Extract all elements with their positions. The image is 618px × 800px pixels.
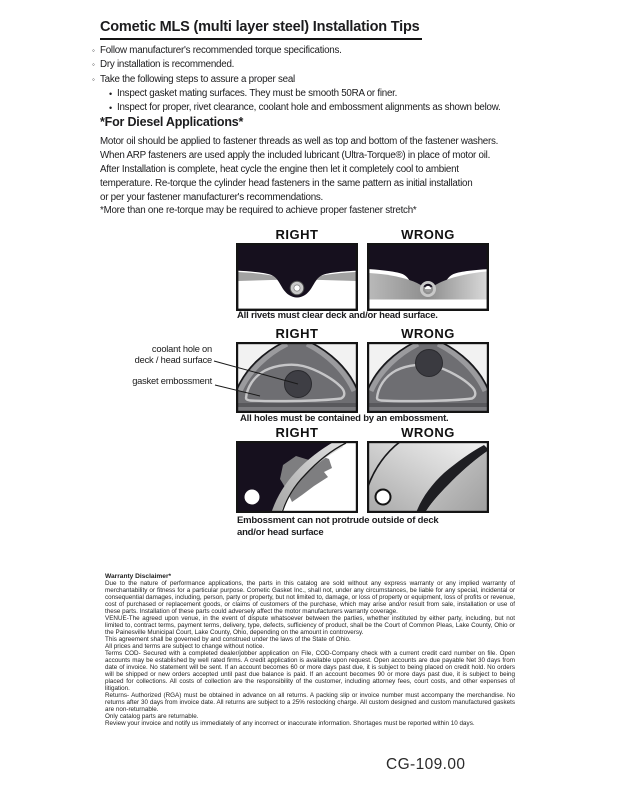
bullet-marker: • bbox=[109, 88, 112, 99]
tips-list bbox=[92, 44, 501, 115]
bullet-marker: • bbox=[109, 103, 112, 114]
wrong-label: WRONG bbox=[401, 326, 455, 341]
paragraph-line: *More than one re-torque may be required to achieve proper fastener stretch* bbox=[100, 205, 417, 216]
diagram-rivets-right-panel bbox=[236, 228, 358, 311]
diagram-holes-right-panel bbox=[236, 327, 358, 413]
prices-paragraph: All prices and terms are subject to change without notice. bbox=[105, 643, 265, 650]
page-code: CG-109.00 bbox=[386, 756, 466, 773]
diagram-embossment bbox=[236, 426, 489, 513]
annotation-line: deck / head surface bbox=[134, 354, 212, 365]
rivet-clearance-right-illustration bbox=[236, 243, 358, 311]
tip-text: Follow manufacturer's recommended torque specifications. bbox=[100, 45, 342, 56]
wrong-label: WRONG bbox=[401, 425, 455, 440]
paragraph-line: After Installation is complete, heat cycle the engine then let it completely cool to ambient bbox=[100, 164, 459, 175]
tip-text: Dry installation is recommended. bbox=[100, 59, 235, 71]
catalog-parts-paragraph: Only catalog parts are returnable. bbox=[105, 713, 199, 720]
diagram-embossment-right-panel bbox=[236, 426, 358, 513]
warranty-disclaimer-heading: Warranty Disclaimer* bbox=[105, 573, 172, 580]
paragraph-line: or per your fastener manufacturer's recommendations. bbox=[100, 191, 324, 203]
list-item bbox=[92, 58, 501, 72]
diagram-rivets bbox=[236, 228, 489, 311]
rivet-clearance-wrong-illustration bbox=[367, 243, 489, 311]
bullet-marker: ◦ bbox=[92, 60, 95, 70]
venue-paragraph: VENUE-The agreed upon venue, in the event of dispute whatsoever between the parties, whether instituted by either party, including, but not limited to, contract terms, payment terms, delivery, type, defects, sufficiency of product, shall be the Court of Common Pleas, Lake County, Ohio or the Painesville Municipal Court, Lake County, Ohio, depending on the amount in controversy. bbox=[105, 615, 515, 636]
caption-holes: All holes must be contained by an embossment. bbox=[240, 413, 449, 424]
diagram-rivets-wrong-panel bbox=[367, 228, 489, 311]
legal-fine-print bbox=[105, 573, 515, 727]
paragraph-line: temperature. Re-torque the cylinder head fasteners in the same pattern as initial installation bbox=[100, 177, 473, 189]
diagram-holes-wrong-panel bbox=[367, 327, 489, 413]
caption-line: and/or head surface bbox=[237, 526, 324, 538]
paragraph-motor-oil bbox=[100, 135, 498, 163]
coolant-hole-wrong-illustration bbox=[367, 342, 489, 413]
bullet-marker: ◦ bbox=[92, 46, 95, 55]
terms-cod-paragraph: Terms COD- Secured with a completed dealer/jobber application on File, COD-Company check with a current credit card number on file. Open accounts may be established by well rated firms. A credit application is available upon request. Open accounts are due payable Net 30 days from date of invoice. No statement will be sent. If an account becomes 60 or more days past due, it is subject to being placed on credit hold. No orders will be shipped or new orders accepted until past due balance is paid. If an account becomes 90 or more days past due, it is subject to being placed for collections. All costs of collection are the responsibility of the customer, including attorney fees, court costs, and other expenses of litigation. bbox=[105, 650, 515, 692]
review-invoice-paragraph: Review your invoice and notify us immediately of any incorrect or inaccurate information. Shortages must be reported within 10 days. bbox=[105, 720, 475, 727]
list-item bbox=[109, 101, 501, 115]
annotation-coolant-hole bbox=[108, 344, 212, 365]
right-label: RIGHT bbox=[275, 425, 319, 440]
tip-text: Inspect gasket mating surfaces. They must be smooth 50RA or finer. bbox=[117, 87, 398, 99]
governed-paragraph: This agreement shall be governed by and construed under the laws of the State of Ohio. bbox=[105, 636, 351, 643]
right-label: RIGHT bbox=[275, 326, 319, 341]
section-heading-diesel: *For Diesel Applications* bbox=[100, 115, 244, 129]
coolant-hole-right-illustration bbox=[236, 342, 358, 413]
page-title: Cometic MLS (multi layer steel) Installation Tips bbox=[100, 19, 422, 40]
tip-text: Inspect for proper, rivet clearance, coolant hole and embossment alignments as shown below. bbox=[117, 102, 501, 114]
list-item bbox=[92, 44, 501, 58]
caption-embossment bbox=[237, 515, 438, 538]
bullet-marker: ◦ bbox=[92, 74, 95, 84]
diagram-embossment-wrong-panel bbox=[367, 426, 489, 513]
warranty-paragraph: Due to the nature of performance applications, the parts in this catalog are sold without any express warranty or any implied warranty of merchantability or fitness for a particular purpose. Cometic Gasket Inc., shall not, under any circumstances, be liable for any special, incidental or consequential damages, including, person, party or property, but not limited to, damage, or loss of property or equipment, loss of profits or revenue, cost of purchased or replacement goods, or claims of customers of the purchase, which may arise and/or result from sale, installation or use of these parts. Installation of these parts could adversely affect the motor manufacturers warranty coverage. bbox=[105, 580, 515, 615]
diagram-holes bbox=[236, 327, 489, 413]
list-item bbox=[109, 87, 501, 101]
paragraph-line: Motor oil should be applied to fastener threads as well as top and bottom of the fastener washers. bbox=[100, 136, 499, 147]
paragraph-heat-cycle bbox=[100, 163, 472, 204]
annotation-gasket-embossment: gasket embossment bbox=[132, 376, 212, 386]
tip-text: Take the following steps to assure a proper seal bbox=[100, 73, 295, 85]
caption-rivets: All rivets must clear deck and/or head surface. bbox=[237, 310, 438, 321]
caption-line: Embossment can not protrude outside of deck bbox=[237, 515, 439, 526]
list-item bbox=[92, 73, 501, 87]
wrong-label: WRONG bbox=[401, 227, 455, 242]
embossment-right-illustration bbox=[236, 441, 358, 513]
right-label: RIGHT bbox=[275, 227, 319, 242]
paragraph-retorque-note bbox=[100, 204, 416, 218]
embossment-wrong-illustration bbox=[367, 441, 489, 513]
paragraph-line: When ARP fasteners are used apply the included lubricant (Ultra-Torque®) in place of motor oil. bbox=[100, 149, 491, 161]
annotation-line: coolant hole on bbox=[151, 344, 212, 354]
returns-paragraph: Returns- Authorized (RGA) must be obtained in advance on all returns. A packing slip or invoice number must accompany the merchandise. No returns after 30 days from invoice date. All returns are subject to a 25% restocking charge. All custom designed and custom manufactured gaskets are non-returnable. bbox=[105, 692, 515, 713]
